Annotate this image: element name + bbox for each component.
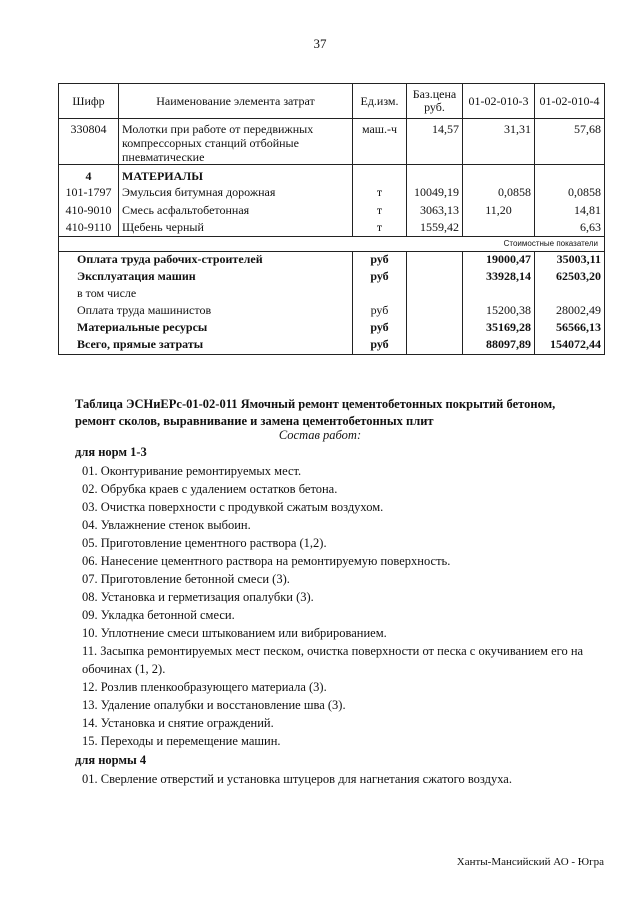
summary-norm-4: 28002,49 [535, 303, 605, 320]
header-norm-4: 01-02-010-4 [535, 84, 605, 119]
cell-norm-4: 57,68 [535, 119, 605, 165]
list-item: 04. Увлажнение стенок выбоин. [82, 518, 251, 532]
list-item: 05. Приготовление цементного раствора (1,2). [82, 536, 327, 550]
summary-empty [407, 269, 463, 286]
header-norm-3: 01-02-010-3 [463, 84, 535, 119]
summary-empty [407, 320, 463, 337]
list-item: 13. Удаление опалубки и восстановление шва (3). [82, 698, 346, 712]
summary-name: Оплата труда рабочих-строителей [59, 252, 353, 270]
summary-row [59, 252, 605, 270]
cell-code: 410-9110 [59, 219, 119, 237]
cell-norm-3 [463, 165, 535, 183]
section-subtitle: Состав работ: [278, 428, 362, 442]
summary-unit: руб [353, 320, 407, 337]
list-item: 09. Укладка бетонной смеси. [82, 608, 235, 622]
list-item: 08. Установка и герметизация опалубки (3). [82, 590, 314, 604]
cell-unit: маш.-ч [353, 119, 407, 165]
summary-row [59, 269, 605, 286]
list-item: 01. Сверление отверстий и установка штуцеров для нагнетания сжатого воздуха. [82, 772, 512, 786]
cell-norm-4: 0,0858 [535, 183, 605, 201]
list-item: 10. Уплотнение смеси штыкованием или вибрированием. [82, 626, 387, 640]
cell-code: 330804 [59, 119, 119, 165]
cell-name: МАТЕРИАЛЫ [119, 165, 353, 183]
table-header-row [59, 84, 605, 119]
group2-heading: для нормы 4 [75, 753, 147, 767]
summary-empty [407, 286, 463, 303]
header-code: Шифр [59, 84, 119, 119]
summary-norm-3: 33928,14 [463, 269, 535, 286]
summary-name: Оплата труда машинистов [59, 303, 353, 320]
footer-region: Ханты-Мансийский АО - Югра [456, 856, 604, 868]
cost-caption-row [59, 237, 605, 252]
cell-price: 10049,19 [407, 183, 463, 201]
summary-norm-3 [463, 286, 535, 303]
cell-unit: т [353, 219, 407, 237]
summary-empty [407, 303, 463, 320]
summary-row [59, 320, 605, 337]
cell-name: Эмульсия битумная дорожная [119, 183, 353, 201]
header-unit: Ед.изм. [353, 84, 407, 119]
cell-unit: т [353, 201, 407, 219]
summary-norm-4: 154072,44 [535, 337, 605, 355]
cell-norm-4 [535, 165, 605, 183]
cell-norm-4: 6,63 [535, 219, 605, 237]
cell-norm-3: 31,31 [463, 119, 535, 165]
cell-price: 3063,13 [407, 201, 463, 219]
summary-empty [407, 337, 463, 355]
summary-norm-4 [535, 286, 605, 303]
cell-norm-4: 14,81 [535, 201, 605, 219]
summary-unit: руб [353, 303, 407, 320]
summary-norm-3: 19000,47 [463, 252, 535, 270]
summary-name: Всего, прямые затраты [59, 337, 353, 355]
cell-code: 410-9010 [59, 201, 119, 219]
summary-row [59, 303, 605, 320]
cost-caption: Стоимостные показатели [59, 237, 605, 252]
group1-heading: для норм 1-3 [75, 445, 147, 459]
summary-name: Эксплуатация машин [59, 269, 353, 286]
summary-norm-3: 88097,89 [463, 337, 535, 355]
cell-norm-3: 11,20 [463, 201, 535, 219]
summary-unit: руб [353, 269, 407, 286]
list-item: 07. Приготовление бетонной смеси (3). [82, 572, 290, 586]
header-name: Наименование элемента затрат [119, 84, 353, 119]
list-item: 11. Засыпка ремонтируемых мест песком, очистка поверхности от песка с окучиванием его на обочинах (1, 2). [82, 644, 584, 676]
summary-row [59, 337, 605, 355]
cell-code: 4 [59, 165, 119, 183]
cell-name: Смесь асфальтобетонная [119, 201, 353, 219]
list-item: 06. Нанесение цементного раствора на ремонтируемую поверхность. [82, 554, 451, 568]
summary-row [59, 286, 605, 303]
page-number: 37 [313, 36, 327, 51]
cost-table [58, 83, 605, 355]
table-row [59, 165, 605, 183]
cell-price: 14,57 [407, 119, 463, 165]
summary-norm-3: 35169,28 [463, 320, 535, 337]
cell-norm-3: 0,0858 [463, 183, 535, 201]
cell-norm-3 [463, 219, 535, 237]
header-price: Баз.цена руб. [407, 84, 463, 119]
list-item: 02. Обрубка краев с удалением остатков бетона. [82, 482, 338, 496]
cell-unit: т [353, 183, 407, 201]
list-item: 12. Розлив пленкообразующего материала (3). [82, 680, 327, 694]
cell-price [407, 165, 463, 183]
table-row [59, 119, 605, 165]
summary-name: Материальные ресурсы [59, 320, 353, 337]
list-item: 03. Очистка поверхности с продувкой сжатым воздухом. [82, 500, 384, 514]
cell-unit [353, 165, 407, 183]
work-list-1 [82, 462, 602, 750]
summary-norm-3: 15200,38 [463, 303, 535, 320]
table-row [59, 219, 605, 237]
summary-norm-4: 35003,11 [535, 252, 605, 270]
summary-unit: руб [353, 252, 407, 270]
summary-empty [407, 252, 463, 270]
summary-unit [353, 286, 407, 303]
list-item: 14. Установка и снятие ограждений. [82, 716, 274, 730]
list-item: 15. Переходы и перемещение машин. [82, 734, 281, 748]
cell-name: Щебень черный [119, 219, 353, 237]
section-title: Таблица ЭСНиЕРс-01-02-011 Ямочный ремонт цементобетонных покрытий бетоном, ремонт сколов, выравнивание и замена цементобетонных плит [75, 397, 556, 428]
summary-unit: руб [353, 337, 407, 355]
summary-name: в том числе [59, 286, 353, 303]
cell-name: Молотки при работе от передвижных компрессорных станций отбойные пневматические [119, 119, 353, 165]
summary-norm-4: 56566,13 [535, 320, 605, 337]
table-row [59, 201, 605, 219]
cell-price: 1559,42 [407, 219, 463, 237]
cell-code: 101-1797 [59, 183, 119, 201]
list-item: 01. Оконтуривание ремонтируемых мест. [82, 464, 302, 478]
table-row [59, 183, 605, 201]
summary-norm-4: 62503,20 [535, 269, 605, 286]
